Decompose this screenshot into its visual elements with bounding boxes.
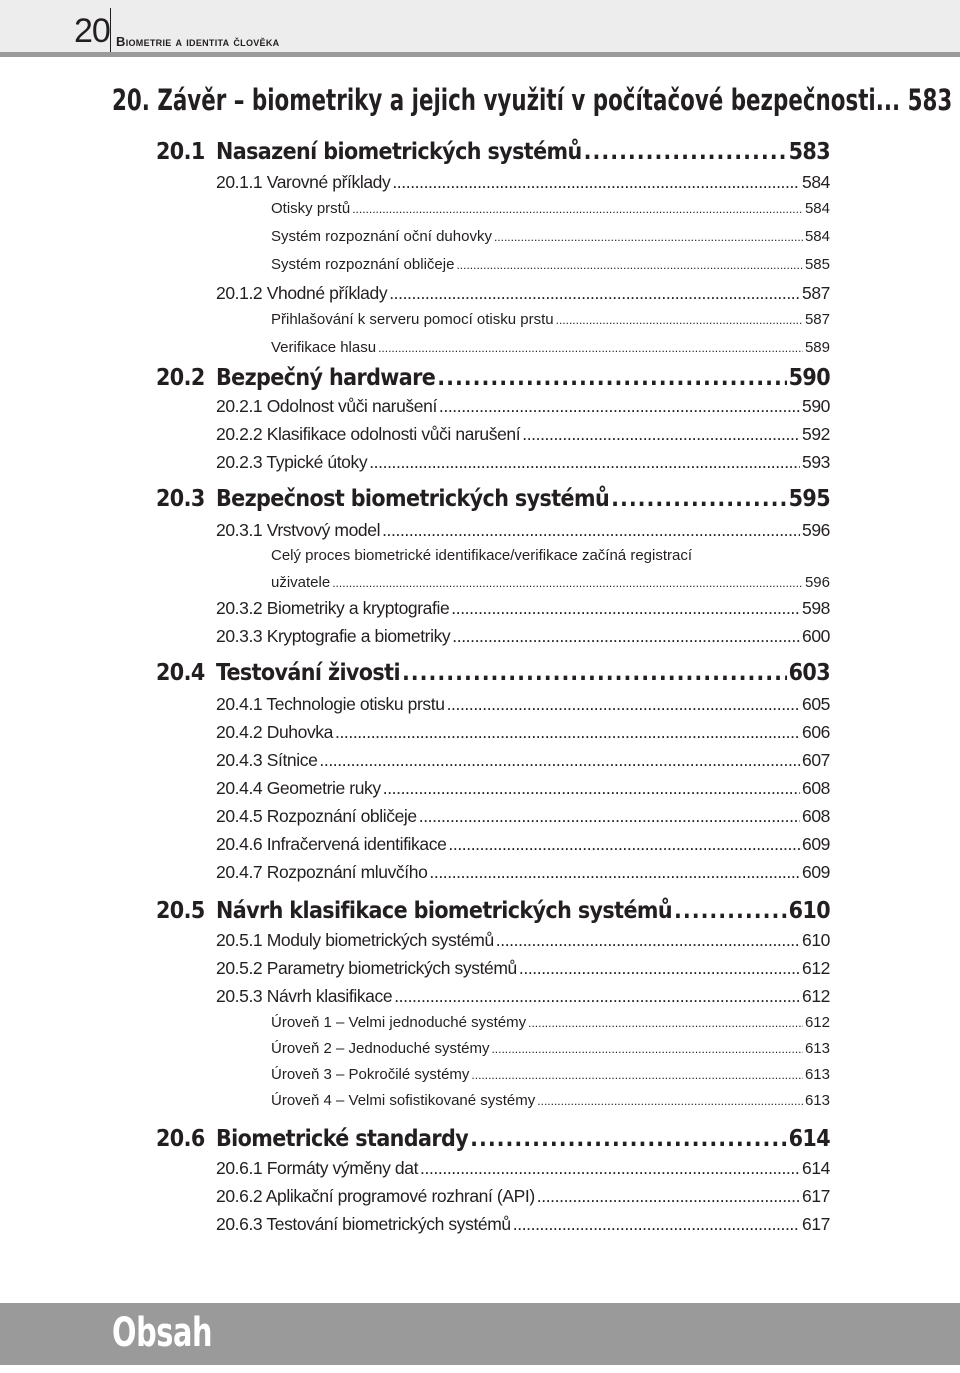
toc-dot-leader (429, 862, 800, 883)
toc-section-number: 20.1 (156, 139, 205, 165)
toc-page-number: 617 (802, 1186, 830, 1206)
toc-subsection-entry[interactable] (216, 986, 830, 1007)
toc-page-number: 606 (802, 722, 830, 742)
toc-section-number: 20.4 (156, 660, 205, 686)
toc-entry-title: Úroveň 1 – Velmi jednoduché systémy (271, 1014, 527, 1031)
toc-page-number: 613 (804, 1092, 830, 1109)
toc-dot-leader (491, 1042, 803, 1056)
toc-dot-leader (519, 958, 800, 979)
toc-page-number: 608 (802, 806, 830, 826)
toc-subentry[interactable] (271, 1040, 830, 1057)
toc-dot-leader (335, 722, 800, 743)
toc-page-number: 592 (802, 424, 830, 444)
toc-dot-leader (352, 202, 803, 216)
toc-subsection-entry[interactable] (216, 598, 830, 619)
toc-entry-title: Systém rozpoznání obličeje (271, 256, 455, 273)
toc-subentry[interactable] (271, 311, 830, 328)
toc-dot-leader (402, 660, 787, 686)
toc-page-number: 614 (788, 1126, 830, 1152)
footer-title: Obsah (112, 1310, 213, 1356)
toc-subentry[interactable] (271, 574, 830, 591)
header-divider (110, 8, 111, 52)
toc-entry-title: 20.1.2 Vhodné příklady (216, 283, 388, 303)
toc-dot-leader (451, 598, 800, 619)
toc-subsection-entry[interactable] (216, 958, 830, 979)
toc-subentry[interactable] (271, 1066, 830, 1083)
toc-section-number: 20.3 (156, 486, 205, 512)
toc-subsection-entry[interactable] (216, 283, 830, 304)
toc-subentry[interactable] (271, 1014, 830, 1031)
toc-entry-title: 20.6.1 Formáty výměny dat (216, 1158, 419, 1178)
running-head: Biometrie a identita člověka (116, 34, 280, 49)
toc-entry-title: Systém rozpoznání oční duhovky (271, 228, 492, 245)
toc-entry-title: 20.4.3 Sítnice (216, 750, 318, 770)
toc-entry-title: 20.6.3 Testování biometrických systémů (216, 1214, 511, 1234)
toc-page-number: 595 (788, 486, 830, 512)
toc-entry-title: 20.4.7 Rozpoznání mluvčího (216, 862, 428, 882)
toc-subsection-entry[interactable] (216, 694, 830, 715)
toc-subsection-entry[interactable] (216, 750, 830, 771)
toc-page-number: 607 (802, 750, 830, 770)
toc-dot-leader (471, 1068, 803, 1082)
header-band-dark (0, 52, 960, 57)
toc-entry-title: Bezpečný hardware (216, 365, 436, 391)
toc-dot-leader (452, 626, 800, 647)
toc-entry-title: 20.5.1 Moduly biometrických systémů (216, 930, 494, 950)
toc-entry-title: 20.5.3 Návrh klasifikace (216, 986, 393, 1006)
toc-dot-leader (437, 365, 786, 391)
toc-page-number: 608 (802, 778, 830, 798)
toc-entry-title: Úroveň 2 – Jednoduché systémy (271, 1040, 490, 1057)
toc-dot-leader (674, 898, 787, 924)
toc-entry-title: Nasazení biometrických systémů (216, 139, 582, 165)
toc-dot-leader (496, 930, 800, 951)
toc-dot-leader (522, 424, 800, 445)
toc-subsection-entry[interactable] (216, 452, 830, 473)
toc-page-number: 603 (788, 660, 830, 686)
toc-dot-leader (420, 1158, 800, 1179)
toc-entry-title: Návrh klasifikace biometrických systémů (216, 898, 672, 924)
toc-subentry[interactable] (271, 339, 830, 356)
toc-section-number: 20.5 (156, 898, 205, 924)
toc-entry-title: Přihlašování k serveru pomocí otisku prstu (271, 311, 554, 328)
toc-page-number: 587 (804, 311, 830, 328)
toc-page-number: 612 (802, 986, 830, 1006)
toc-subsection-entry[interactable] (216, 834, 830, 855)
toc-page-number: 596 (802, 520, 830, 540)
toc-page-number: 598 (802, 598, 830, 618)
toc-subsection-entry[interactable] (216, 172, 830, 193)
toc-entry-title: Biometrické standardy (216, 1126, 469, 1152)
toc-subentry[interactable] (271, 200, 830, 217)
toc-page-number: 589 (804, 339, 830, 356)
toc-entry-title: Otisky prstů (271, 200, 351, 217)
toc-entry-title: 20.5.2 Parametry biometrických systémů (216, 958, 517, 978)
toc-entry-title: uživatele (271, 574, 331, 591)
toc-entry-title: Verifikace hlasu (271, 339, 377, 356)
toc-page-number: 617 (802, 1214, 830, 1234)
toc-section-number: 20.2 (156, 365, 205, 391)
toc-page-number: 584 (804, 228, 830, 245)
chapter-title: 20. Závěr – biometriky a jejich využití v počítačové bezpečnosti... 583 (112, 83, 953, 117)
toc-dot-leader (537, 1186, 800, 1207)
toc-entry-title: 20.2.3 Typické útoky (216, 452, 368, 472)
toc-entry-title: 20.6.2 Aplikační programové rozhraní (API) (216, 1186, 535, 1206)
toc-page-number: 610 (802, 930, 830, 950)
toc-entry-title: 20.2.2 Klasifikace odolnosti vůči narušení (216, 424, 521, 444)
toc-entry-title: 20.3.1 Vrstvový model (216, 520, 381, 540)
toc-entry-title: 20.3.2 Biometriky a kryptografie (216, 598, 450, 618)
toc-dot-leader (392, 172, 800, 193)
toc-page-number: 609 (802, 834, 830, 854)
toc-page-number: 614 (802, 1158, 830, 1178)
toc-dot-leader (456, 258, 803, 272)
toc-entry-title: Testování živosti (216, 660, 400, 686)
toc-dot-leader (537, 1094, 803, 1108)
toc-subsection-entry[interactable] (216, 1214, 830, 1235)
toc-page-number: 590 (802, 396, 830, 416)
toc-dot-leader (439, 396, 800, 417)
toc-subsection-entry[interactable] (216, 778, 830, 799)
toc-section-number: 20.6 (156, 1126, 205, 1152)
toc-subsection-entry[interactable] (216, 626, 830, 647)
toc-entry-title: Úroveň 3 – Pokročilé systémy (271, 1066, 470, 1083)
toc-section-entry[interactable] (156, 1126, 830, 1152)
toc-dot-leader (419, 806, 800, 827)
toc-dot-leader (332, 576, 803, 590)
toc-section-entry[interactable] (156, 898, 830, 924)
toc-page-number: 613 (804, 1040, 830, 1057)
toc-subentry[interactable] (271, 256, 830, 273)
toc-dot-leader (611, 486, 787, 512)
toc-dot-leader (447, 694, 800, 715)
toc-dot-leader (382, 520, 800, 541)
toc-page-number: 584 (802, 172, 830, 192)
toc-page-number: 612 (802, 958, 830, 978)
toc-entry-title: 20.4.1 Technologie otisku prstu (216, 694, 445, 714)
toc-page-number: 612 (804, 1014, 830, 1031)
toc-entry-title: 20.1.1 Varovné příklady (216, 172, 391, 192)
toc-entry-title: 20.4.4 Geometrie ruky (216, 778, 381, 798)
toc-dot-leader (470, 1126, 787, 1152)
toc-page-number: 583 (788, 139, 830, 165)
toc-subentry[interactable] (271, 1092, 830, 1109)
toc-section-entry[interactable] (156, 486, 830, 512)
toc-dot-leader (383, 778, 800, 799)
toc-dot-leader (584, 139, 787, 165)
toc-subsection-entry[interactable] (216, 520, 830, 541)
toc-page-number: 596 (804, 574, 830, 591)
toc-dot-leader (369, 452, 800, 473)
toc-page-number: 610 (788, 898, 830, 924)
toc-entry-title: 20.4.5 Rozpoznání obličeje (216, 806, 417, 826)
toc-entry-title: 20.2.1 Odolnost vůči narušení (216, 396, 437, 416)
toc-subsection-entry[interactable] (216, 1186, 830, 1207)
toc-page-number: 585 (804, 256, 830, 273)
toc-subentry[interactable] (271, 228, 830, 245)
toc-dot-leader (513, 1214, 800, 1235)
page-number: 20 (74, 12, 110, 50)
toc-section-entry[interactable] (156, 139, 830, 165)
toc-dot-leader (319, 750, 800, 771)
toc-page-number: 587 (802, 283, 830, 303)
toc-section-entry[interactable] (156, 660, 830, 686)
toc-subentry[interactable] (271, 547, 830, 564)
toc-dot-leader (378, 341, 803, 355)
toc-dot-leader (528, 1016, 803, 1030)
toc-page-number: 609 (802, 862, 830, 882)
toc-entry-title: 20.4.2 Duhovka (216, 722, 333, 742)
toc-page-number: 605 (802, 694, 830, 714)
toc-dot-leader (556, 313, 803, 327)
toc-subsection-entry[interactable] (216, 396, 830, 417)
toc-dot-leader (394, 986, 800, 1007)
toc-subsection-entry[interactable] (216, 424, 830, 445)
toc-page-number: 613 (804, 1066, 830, 1083)
toc-entry-title: Úroveň 4 – Velmi sofistikované systémy (271, 1092, 536, 1109)
toc-dot-leader (494, 230, 803, 244)
toc-page-number: 600 (802, 626, 830, 646)
header-bar (0, 0, 960, 58)
toc-subsection-entry[interactable] (216, 862, 830, 883)
toc-subsection-entry[interactable] (216, 930, 830, 951)
toc-dot-leader (448, 834, 800, 855)
toc-entry-title: 20.3.3 Kryptografie a biometriky (216, 626, 451, 646)
toc-subsection-entry[interactable] (216, 1158, 830, 1179)
toc-subsection-entry[interactable] (216, 722, 830, 743)
toc-entry-title: Bezpečnost biometrických systémů (216, 486, 610, 512)
toc-dot-leader (389, 283, 800, 304)
toc-subsection-entry[interactable] (216, 806, 830, 827)
toc-page-number: 590 (788, 365, 830, 391)
toc-page-number: 593 (802, 452, 830, 472)
toc-entry-title: 20.4.6 Infračervená identifikace (216, 834, 447, 854)
toc-entry-title: Celý proces biometrické identifikace/verifikace začíná registrací (271, 547, 693, 564)
toc-page-number: 584 (804, 200, 830, 217)
toc-section-entry[interactable] (156, 365, 830, 391)
